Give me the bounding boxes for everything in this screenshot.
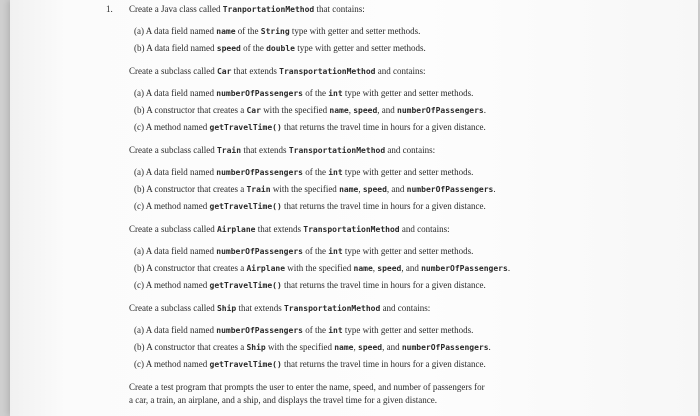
test-program-line-2: a car, a train, an airplane, and a ship, and displays the travel time for a given distance.	[129, 395, 438, 405]
car-item-a: (a) A data field named numberOfPassengers of the int type with getter and setter methods.	[134, 88, 474, 98]
problem-number: 1.	[106, 4, 113, 14]
document-page	[10, 0, 698, 416]
airplane-subclass-intro: Create a subclass called Airplane that extends TransportationMethod and contains:	[129, 224, 450, 234]
ship-subclass-intro: Create a subclass called Ship that extends TransportationMethod and contains:	[129, 303, 431, 313]
class-intro: Create a Java class called TranportationMethod that contains:	[129, 4, 365, 14]
car-item-c: (c) A method named getTravelTime() that returns the travel time in hours for a given distance.	[134, 122, 486, 132]
base-item-b: (b) A data field named speed of the double type with getter and setter methods.	[134, 43, 426, 53]
base-item-a: (a) A data field named name of the String type with getter and setter methods.	[134, 26, 421, 36]
car-item-b: (b) A constructor that creates a Car with the specified name, speed, and numberOfPassengers.	[134, 105, 486, 115]
test-program-line-1: Create a test program that prompts the user to enter the name, speed, and number of passengers for	[129, 382, 485, 392]
airplane-item-c: (c) A method named getTravelTime() that returns the travel time in hours for a given distance.	[134, 280, 486, 290]
train-item-b: (b) A constructor that creates a Train with the specified name, speed, and numberOfPassengers.	[134, 184, 496, 194]
car-subclass-intro: Create a subclass called Car that extends TransportationMethod and contains:	[129, 66, 426, 76]
airplane-item-b: (b) A constructor that creates a Airplane with the specified name, speed, and numberOfPassengers.	[134, 263, 511, 273]
train-item-c: (c) A method named getTravelTime() that returns the travel time in hours for a given distance.	[134, 201, 486, 211]
train-subclass-intro: Create a subclass called Train that extends TransportationMethod and contains:	[129, 145, 436, 155]
ship-item-c: (c) A method named getTravelTime() that returns the travel time in hours for a given distance.	[134, 359, 486, 369]
ship-item-b: (b) A constructor that creates a Ship with the specified name, speed, and numberOfPassengers.	[134, 342, 491, 352]
airplane-item-a: (a) A data field named numberOfPassengers of the int type with getter and setter methods.	[134, 246, 474, 256]
ship-item-a: (a) A data field named numberOfPassengers of the int type with getter and setter methods.	[134, 325, 474, 335]
train-item-a: (a) A data field named numberOfPassengers of the int type with getter and setter methods.	[134, 167, 474, 177]
